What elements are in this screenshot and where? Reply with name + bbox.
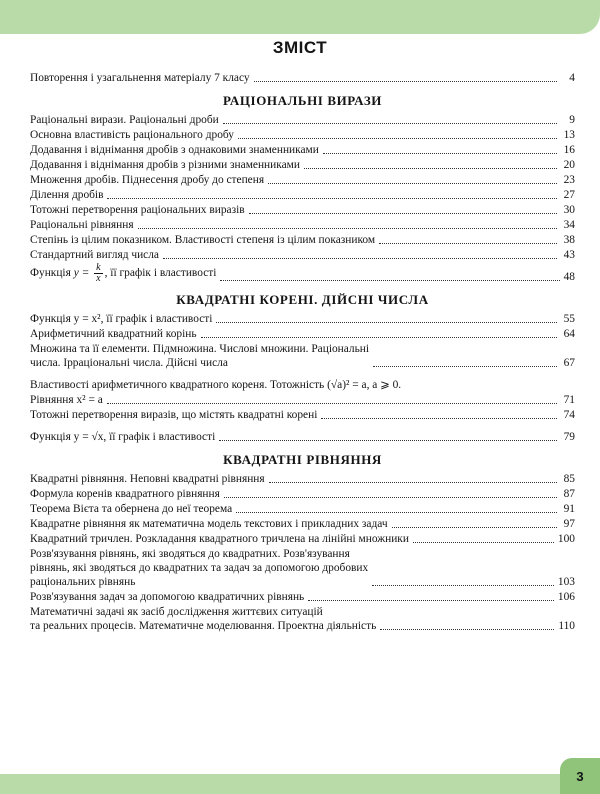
- toc-entry-page: 16: [563, 144, 575, 156]
- toc-entry-text: Раціональні вирази. Раціональні дроби: [30, 114, 219, 126]
- toc-entry-text: Тотожні перетворення раціональних виразів: [30, 204, 245, 216]
- dot-leader: [249, 213, 557, 214]
- toc-entry-text: Арифметичний квадратний корінь: [30, 328, 197, 340]
- dot-leader: [373, 366, 557, 367]
- fraction-denominator: x: [96, 273, 101, 284]
- toc-entry-page: 67: [563, 357, 575, 369]
- toc-entry-text: Рівняння x² = a: [30, 394, 103, 406]
- section-heading-roots: КВАДРАТНІ КОРЕНІ. ДІЙСНІ ЧИСЛА: [176, 292, 429, 307]
- toc-entry-page: 38: [563, 234, 575, 246]
- dot-leader: [379, 243, 557, 244]
- dot-leader: [216, 322, 557, 323]
- toc-entry-page: 100: [557, 533, 575, 545]
- toc-entry-text: Квадратні рівняння. Неповні квадратні рівняння: [30, 473, 265, 485]
- dot-leader: [321, 418, 557, 419]
- dot-leader: [223, 123, 557, 124]
- toc-entry[interactable]: [30, 486, 575, 501]
- dot-leader: [107, 403, 557, 404]
- toc-entry[interactable]: [30, 392, 575, 407]
- toc-entry-text: Властивості арифметичного квадратного кореня. Тотожність (√a)² = a, a ⩾ 0.: [30, 379, 402, 391]
- toc-entry-page: 43: [563, 249, 575, 261]
- function-suffix: , її графік і властивості: [104, 267, 217, 280]
- toc-entry[interactable]: [30, 341, 575, 370]
- toc-entry[interactable]: [30, 326, 575, 341]
- toc-entry-text: Формула коренів квадратного рівняння: [30, 488, 220, 500]
- dot-leader: [254, 81, 557, 82]
- toc-entry-text: Множина та її елементи. Підмножина. Числові множини. Раціональні числа. Ірраціональні числа. Дійсні числа: [30, 343, 370, 369]
- toc-entry-page: 48: [563, 271, 575, 283]
- dot-leader: [220, 280, 559, 281]
- toc-entry-text: Квадратне рівняння як математична модель текстових і прикладних задач: [30, 518, 388, 530]
- toc-entry[interactable]: [30, 112, 575, 127]
- toc-entry[interactable]: [30, 232, 575, 247]
- toc-entry[interactable]: [30, 422, 575, 444]
- toc-entry-text: Функція y = x², її графік і властивості: [30, 313, 213, 325]
- header-band: [0, 0, 600, 34]
- toc-entry[interactable]: [30, 589, 575, 604]
- toc-entry-page: 64: [563, 328, 575, 340]
- toc-entry-page: 23: [563, 174, 575, 186]
- toc-entry-text: Додавання і віднімання дробів з різними знаменниками: [30, 159, 300, 171]
- dot-leader: [392, 527, 557, 528]
- toc-entry-page: 110: [558, 620, 575, 632]
- toc-entry-page: 20: [563, 159, 575, 171]
- toc-entry[interactable]: [30, 604, 575, 633]
- toc-entry[interactable]: [30, 471, 575, 486]
- dot-leader: [308, 600, 554, 601]
- toc-entry-page: 74: [563, 409, 575, 421]
- toc-entry-page: 91: [563, 503, 575, 515]
- section-heading-rational: РАЦІОНАЛЬНІ ВИРАЗИ: [222, 93, 383, 108]
- section-quadratic-entries: [30, 471, 575, 633]
- dot-leader: [238, 138, 557, 139]
- dot-leader: [304, 168, 557, 169]
- toc-entry-page: 106: [557, 591, 575, 603]
- toc-entry[interactable]: [30, 127, 575, 142]
- page-title: ЗМІСТ: [272, 38, 328, 57]
- toc-entry-page: 79: [563, 431, 575, 443]
- dot-leader: [107, 198, 557, 199]
- toc-entry[interactable]: [30, 407, 575, 422]
- dot-leader: [269, 482, 557, 483]
- toc-entry[interactable]: [30, 142, 575, 157]
- toc-entry[interactable]: [30, 217, 575, 232]
- dot-leader: [323, 153, 557, 154]
- dot-leader: [413, 542, 554, 543]
- dot-leader: [380, 629, 554, 630]
- function-formula: y =: [73, 267, 90, 280]
- toc-entry[interactable]: [30, 157, 575, 172]
- page-number: 3: [560, 758, 600, 794]
- toc-entry-text: Ділення дробів: [30, 189, 104, 201]
- toc-entry-page: 13: [563, 129, 575, 141]
- toc-entry-function-k-over-x[interactable]: [30, 262, 575, 284]
- function-prefix: Функція: [30, 267, 71, 280]
- toc-entry-page: 85: [563, 473, 575, 485]
- toc-entry[interactable]: [30, 187, 575, 202]
- section-roots-entries: [30, 311, 575, 444]
- footer-band: [0, 774, 600, 794]
- toc-entry-text: Теорема Вієта та обернена до неї теорема: [30, 503, 233, 515]
- dot-leader: [163, 258, 557, 259]
- fraction-numerator: k: [96, 262, 101, 273]
- toc-entry-text: Стандартний вигляд числа: [30, 249, 159, 261]
- toc-entry-text: Раціональні рівняння: [30, 219, 134, 231]
- toc-entry[interactable]: [30, 202, 575, 217]
- toc-entry[interactable]: [30, 247, 575, 262]
- table-of-contents: [30, 70, 575, 633]
- toc-entry-page: 97: [563, 518, 575, 530]
- toc-entry[interactable]: [30, 311, 575, 326]
- toc-entry-text: Розв'язування задач за допомогою квадратичних рівнянь: [30, 591, 305, 603]
- toc-entry-page: 103: [557, 576, 575, 588]
- toc-entry-page: 34: [563, 219, 575, 231]
- dot-leader: [224, 497, 557, 498]
- section-rational-entries: [30, 112, 575, 284]
- dot-leader: [201, 337, 557, 338]
- toc-entry-page: 30: [563, 204, 575, 216]
- toc-entry[interactable]: [30, 531, 575, 546]
- toc-entry-text: Повторення і узагальнення матеріалу 7 класу: [30, 72, 250, 84]
- fraction: [94, 263, 102, 284]
- toc-entry[interactable]: [30, 501, 575, 516]
- dot-leader: [236, 512, 557, 513]
- toc-entry-page: 55: [563, 313, 575, 325]
- toc-entry[interactable]: [30, 172, 575, 187]
- toc-entry-page: 87: [563, 488, 575, 500]
- toc-entry-page: 27: [563, 189, 575, 201]
- dot-leader: [219, 440, 557, 441]
- toc-entry[interactable]: [30, 516, 575, 531]
- toc-entry-text: Тотожні перетворення виразів, що містять квадратні корені: [30, 409, 318, 421]
- toc-entry-text: Математичні задачі як засіб дослідження життєвих ситуацій та реальних процесів. Математичне моделювання. Проектна діяльність: [30, 606, 377, 632]
- toc-entry-text: Множення дробів. Піднесення дробу до степеня: [30, 174, 265, 186]
- toc-entry-text: Розв'язування рівнянь, які зводяться до квадратних. Розв'язування рівнянь, які зводяться до квадратних та задач за допомогою дробових раціональних рівнянь: [30, 548, 369, 588]
- toc-entry-text: Функція y = √x, її графік і властивості: [30, 431, 216, 443]
- toc-entry-text: Квадратний тричлен. Розкладання квадратного тричлена на лінійні множники: [30, 533, 409, 545]
- toc-entry-page: 71: [563, 394, 575, 406]
- dot-leader: [268, 183, 557, 184]
- toc-entry-text: Додавання і віднімання дробів з однаковими знаменниками: [30, 144, 319, 156]
- toc-entry-review[interactable]: [30, 70, 575, 85]
- toc-entry-text: Основна властивість раціонального дробу: [30, 129, 234, 141]
- toc-entry-properties[interactable]: [30, 370, 575, 392]
- toc-entry[interactable]: [30, 546, 575, 589]
- dot-leader: [372, 585, 554, 586]
- toc-entry-page: 4: [569, 72, 575, 84]
- dot-leader: [138, 228, 557, 229]
- toc-entry-page: 9: [569, 114, 575, 126]
- toc-entry-text: Степінь із цілим показником. Властивості степеня із цілим показником: [30, 234, 376, 246]
- section-heading-quadratic: КВАДРАТНІ РІВНЯННЯ: [223, 452, 382, 467]
